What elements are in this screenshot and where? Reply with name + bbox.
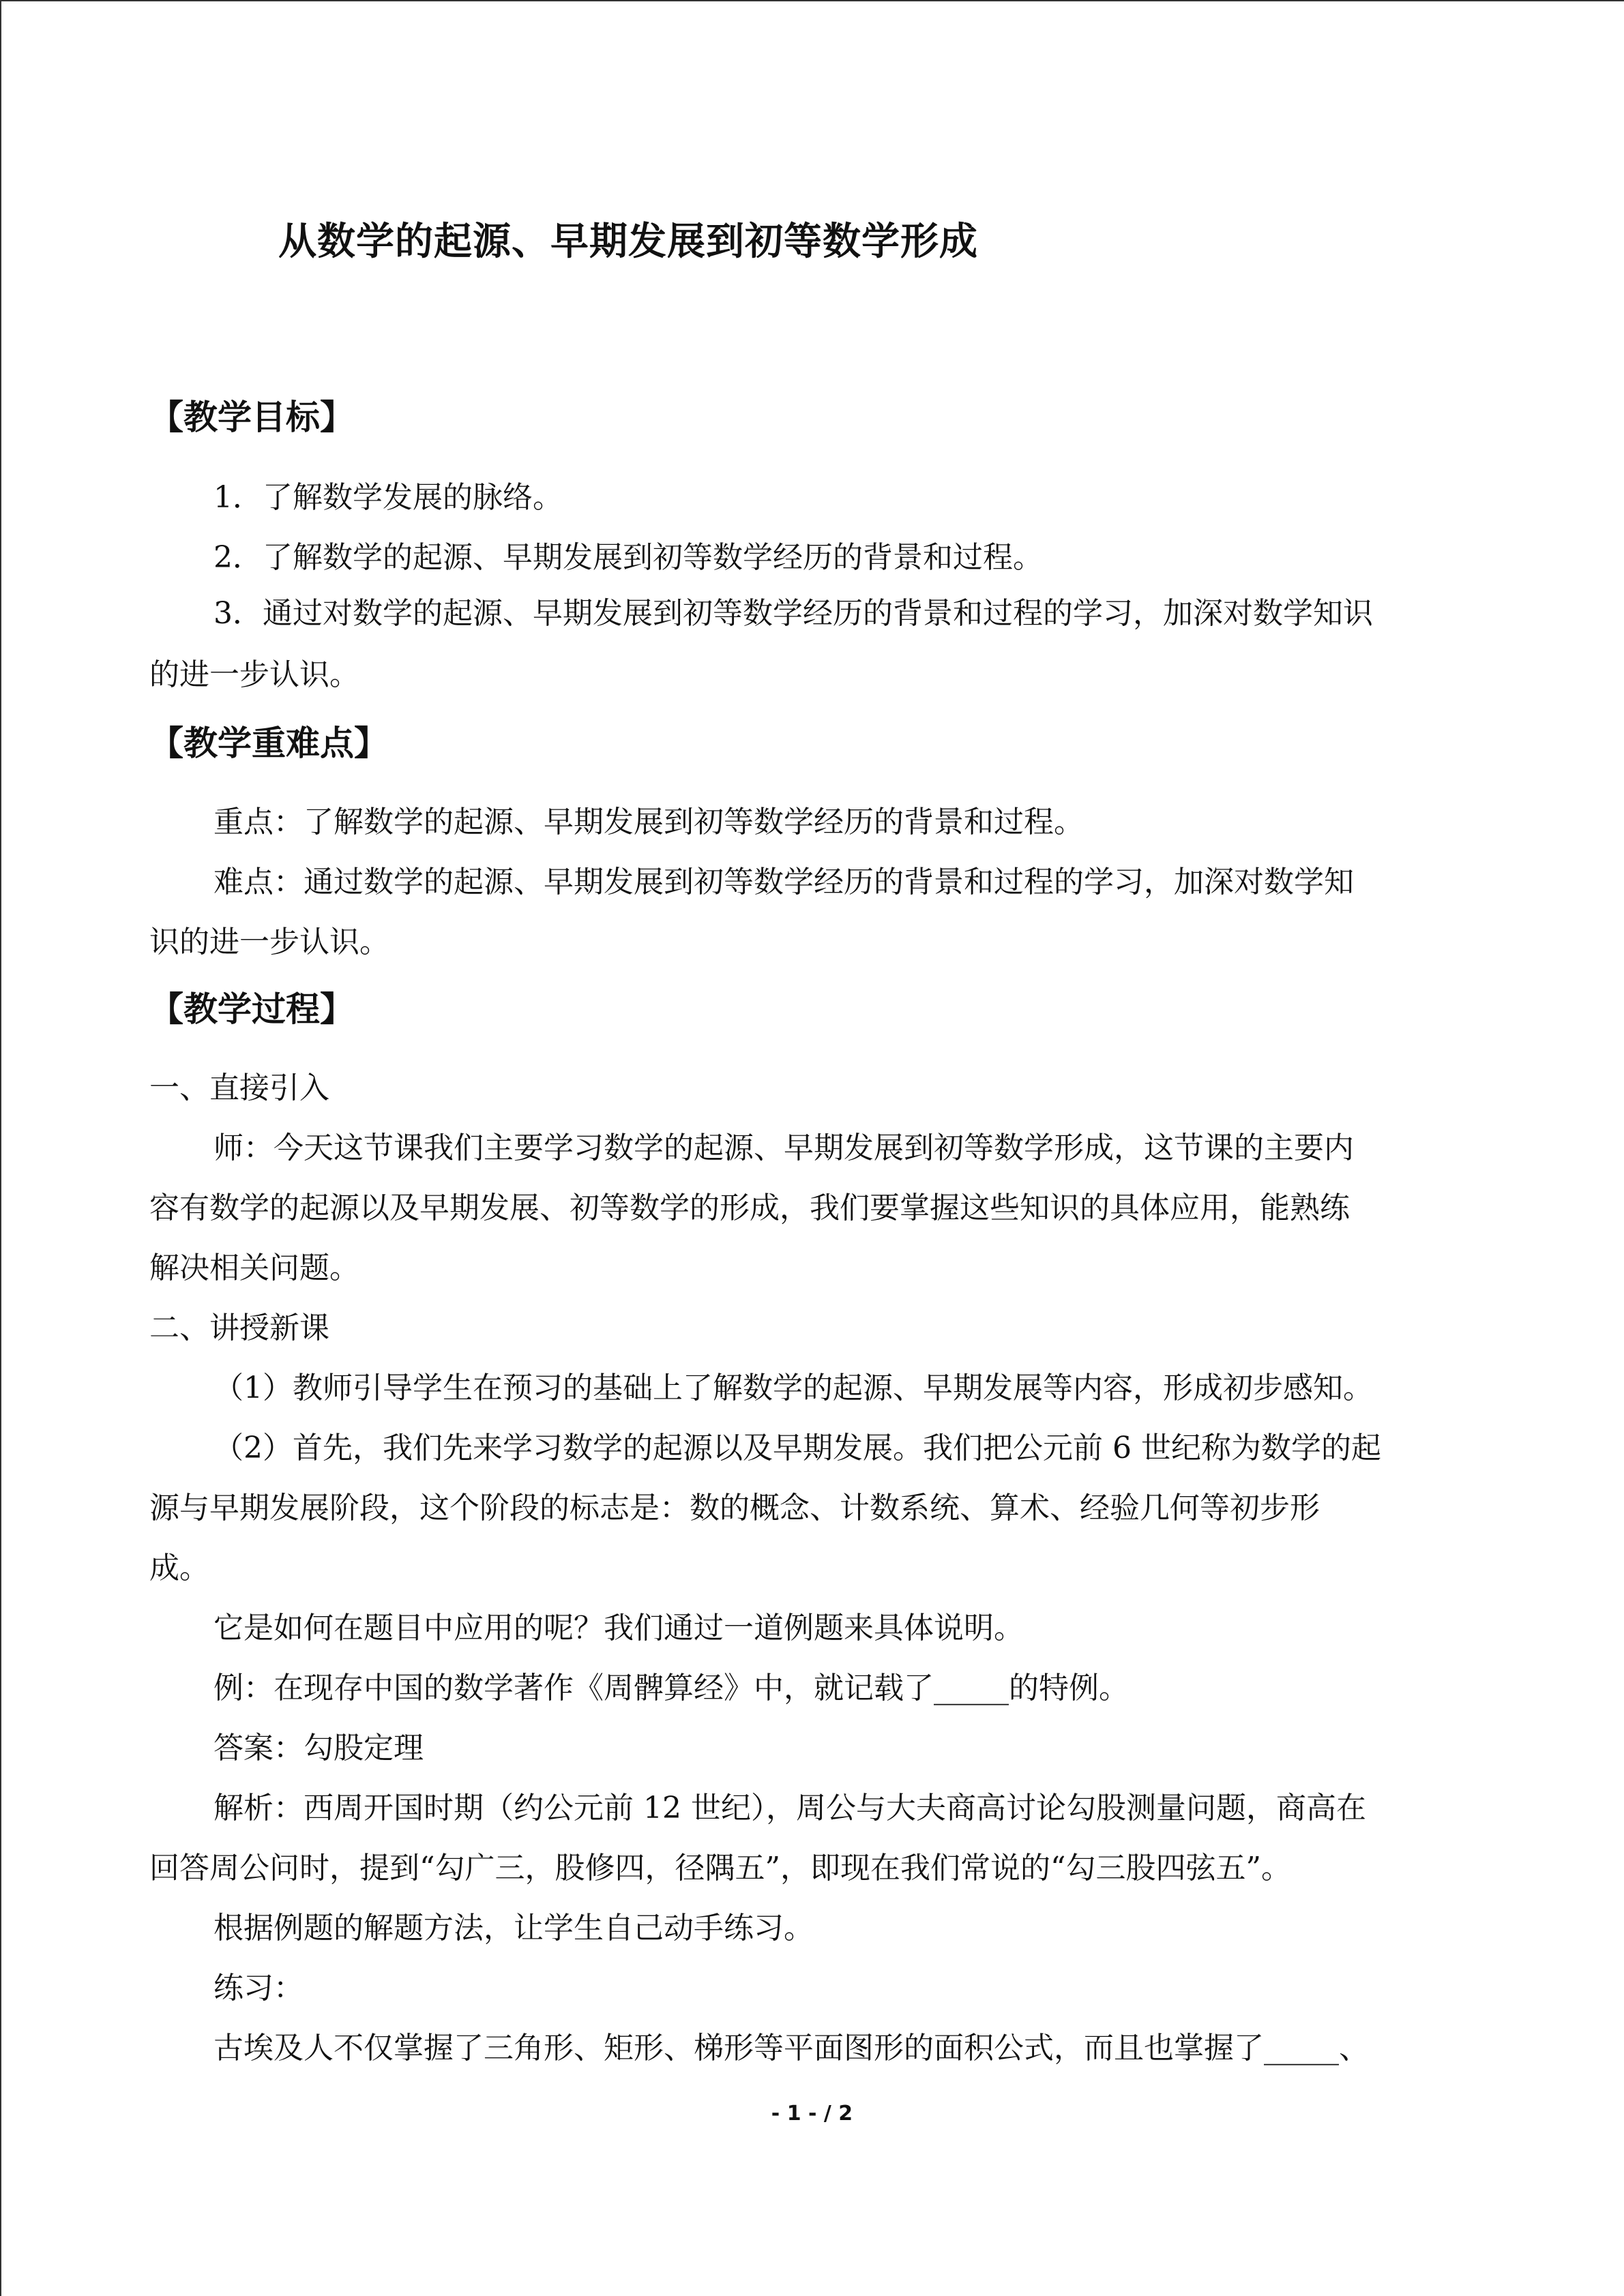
analysis-line-2: 回答周公问时，提到“勾广三，股修四，径隅五”，即现在我们常说的“勾三股四弦五”。 [149, 1851, 1291, 1885]
key-points-heading: 【教学重难点】 [149, 724, 388, 763]
practice-label: 练习： [213, 1971, 304, 2006]
step-1: （1）教师引导学生在预习的基础上了解数学的起源、早期发展等内容，形成初步感知。 [213, 1371, 1373, 1405]
step-2-line-3: 成。 [149, 1551, 209, 1585]
objective-item-1: 1．了解数学发展的脉络。 [213, 480, 563, 515]
part-1-line-1: 师：今天这节课我们主要学习数学的起源、早期发展到初等数学形成，这节课的主要内 [213, 1131, 1354, 1165]
analysis-line-1: 解析：西周开国时期（约公元前 12 世纪），周公与大夫商高讨论勾股测量问题，商高在 [213, 1791, 1366, 1825]
step-2-line-1: （2）首先，我们先来学习数学的起源以及早期发展。我们把公元前 6 世纪称为数学的起 [213, 1431, 1381, 1465]
part-2-title: 二、讲授新课 [149, 1311, 329, 1345]
step-2-line-2: 源与早期发展阶段，这个阶段的标志是：数的概念、计数系统、算术、经验几何等初步形 [149, 1491, 1320, 1525]
practice-line-1: 古埃及人不仅掌握了三角形、矩形、梯形等平面图形的面积公式，而且也掌握了_____、 [213, 2031, 1369, 2066]
example-line: 例：在现存中国的数学著作《周髀算经》中，就记载了_____的特例。 [213, 1671, 1129, 1705]
question-line: 它是如何在题目中应用的呢？我们通过一道例题来具体说明。 [213, 1611, 1024, 1645]
objective-item-2: 2．了解数学的起源、早期发展到初等数学经历的背景和过程。 [213, 540, 1043, 575]
part-1-title: 一、直接引入 [149, 1071, 329, 1105]
objectives-heading: 【教学目标】 [149, 398, 354, 437]
part-1-line-3: 解决相关问题。 [149, 1251, 359, 1285]
difficulty-line-1: 难点：通过数学的起源、早期发展到初等数学经历的背景和过程的学习，加深对数学知 [213, 865, 1354, 899]
page-number: - 1 - / 2 [771, 2102, 853, 2126]
difficulty-line-2: 识的进一步认识。 [149, 925, 389, 959]
answer-line: 答案：勾股定理 [213, 1731, 424, 1765]
part-1-line-2: 容有数学的起源以及早期发展、初等数学的形成，我们要掌握这些知识的具体应用，能熟练 [149, 1191, 1350, 1225]
document-title: 从数学的起源、早期发展到初等数学形成 [278, 220, 978, 264]
process-heading: 【教学过程】 [149, 989, 354, 1029]
objective-item-3-line-1: 3．通过对数学的起源、早期发展到初等数学经历的背景和过程的学习，加深对数学知识 [213, 596, 1373, 631]
key-point: 重点：了解数学的起源、早期发展到初等数学经历的背景和过程。 [213, 805, 1084, 839]
objective-item-3-line-2: 的进一步认识。 [149, 657, 359, 692]
practice-intro: 根据例题的解题方法，让学生自己动手练习。 [213, 1911, 814, 1945]
